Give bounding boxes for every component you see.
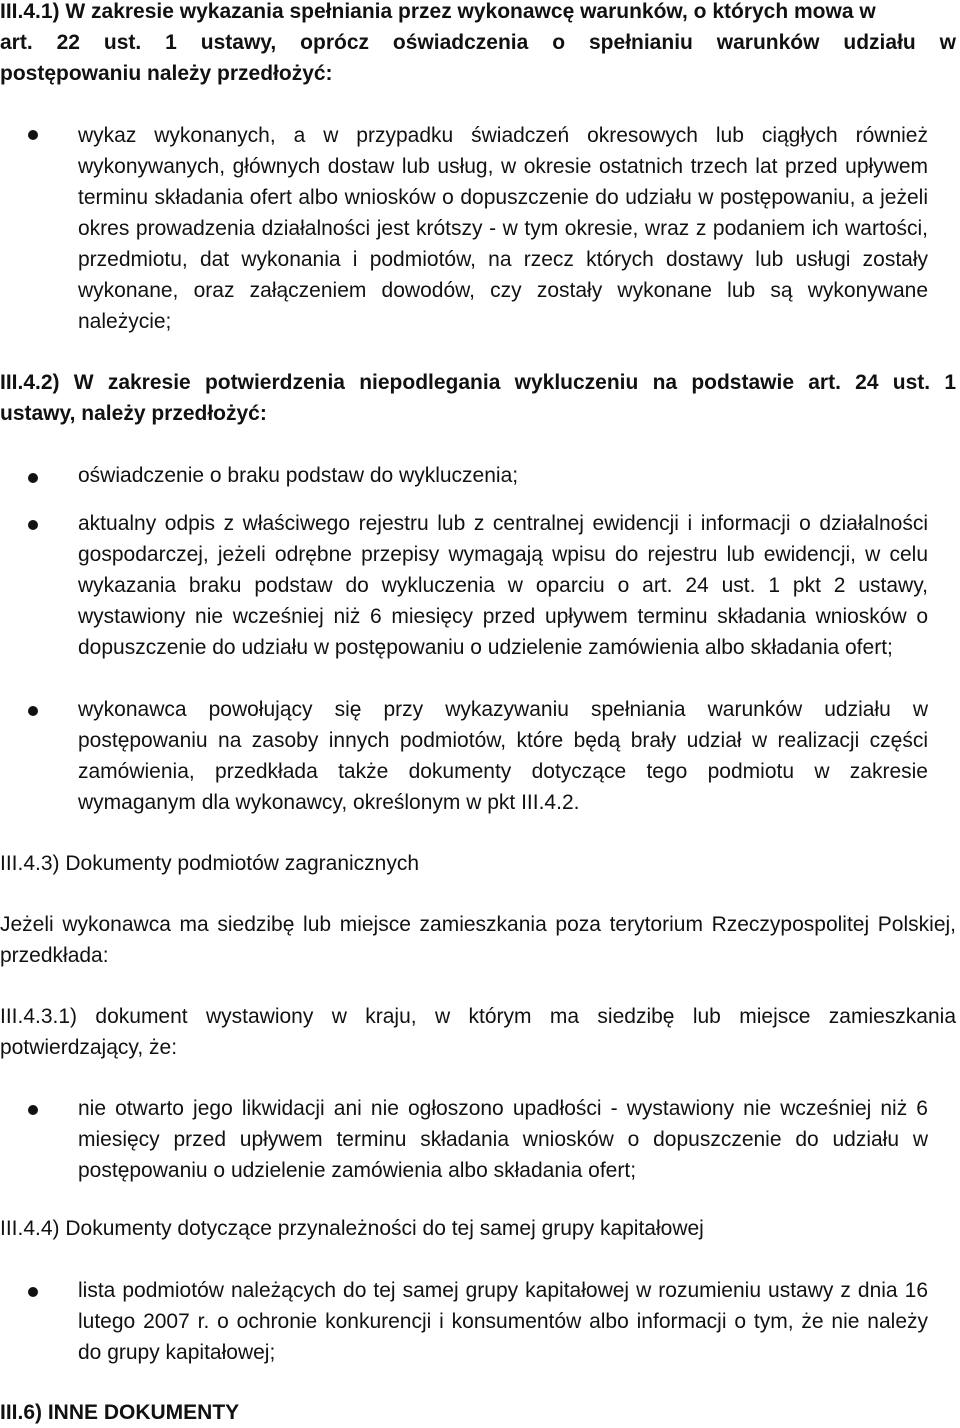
section-3-heading: III.4.3) Dokumenty podmiotów zagranicznych	[0, 852, 420, 875]
section-4-list-item: lista podmiotów należących do tej samej grupy kapitałowej w rozumieniu ustawy z dnia 16 lutego 2007 r. o ochronie konkurencji i konsumentów albo informacji o tym, że nie należy do grupy kapitałowej;	[78, 1279, 928, 1364]
bullet-icon	[28, 473, 38, 483]
bullet-icon	[28, 1287, 38, 1297]
section-2-list-item: oświadczenie o braku podstaw do wykluczenia;	[78, 464, 519, 487]
section-3-list-item: nie otwarto jego likwidacji ani nie ogłoszono upadłości - wystawiony nie wcześniej niż 6 miesięcy przed upływem terminu składania wniosków o dopuszczenie do udziału w postępowaniu o udzielenie zamówienia albo składania ofert;	[78, 1097, 928, 1182]
section-2-list-item: aktualny odpis z właściwego rejestru lub z centralnej ewidencji i informacji o działalności gospodarczej, jeżeli odrębne przepisy wymagają wpisu do rejestru lub ewidencji, w celu wykazania braku podstaw do wykluczenia w oparciu o art. 24 ust. 1 pkt 2 ustawy, wystawiony nie wcześniej niż 6 miesięcy przed upływem terminu składania wniosków o dopuszczenie do udziału w postępowaniu o udzielenie zamówienia albo składania ofert;	[78, 512, 928, 659]
section-6-heading: III.6) INNE DOKUMENTY	[0, 1401, 240, 1424]
bullet-icon	[28, 130, 38, 140]
section-1-heading-line-1: III.4.1) W zakresie wykazania spełniania przez wykonawcę warunków, o których mowa w	[0, 0, 876, 23]
section-1-list-item: wykaz wykonanych, a w przypadku świadczeń okresowych lub ciągłych również wykonywanych, głównych dostaw lub usług, w okresie ostatnich trzech lat przed upływem terminu składania ofert albo wniosków o dopuszczenie do udziału w postępowaniu, a jeżeli okres prowadzenia działalności jest krótszy - w tym okresie, wraz z podaniem ich wartości, przedmiotu, dat wykonania i podmiotów, na rzecz których dostawy lub usługi zostały wykonane, oraz załączeniem dowodów, czy zostały wykonane lub są wykonywane należycie;	[78, 124, 928, 333]
section-3-intro: Jeżeli wykonawca ma siedzibę lub miejsce zamieszkania poza terytorium Rzeczypospolitej Polskiej, przedkłada:	[0, 913, 956, 967]
section-3-sub-heading: III.4.3.1) dokument wystawiony w kraju, w którym ma siedzibę lub miejsce zamieszkania potwierdzający, że:	[0, 1005, 956, 1059]
section-1-heading-line-3: postępowaniu należy przedłożyć:	[0, 62, 333, 85]
bullet-icon	[28, 1105, 38, 1115]
section-2-list-item: wykonawca powołujący się przy wykazywaniu spełniania warunków udziału w postępowaniu na zasoby innych podmiotów, które będą brały udział w realizacji części zamówienia, przedkłada także dokumenty dotyczące tego podmiotu w zakresie wymaganym dla wykonawcy, określonym w pkt III.4.2.	[78, 698, 928, 814]
bullet-icon	[28, 706, 38, 716]
section-1-heading-line-2: art. 22 ust. 1 ustawy, oprócz oświadczenia o spełnianiu warunków udziału w	[0, 31, 956, 54]
section-4-heading: III.4.4) Dokumenty dotyczące przynależności do tej samej grupy kapitałowej	[0, 1217, 704, 1240]
section-2-heading-line-1: III.4.2) W zakresie potwierdzenia niepodlegania wykluczeniu na podstawie art. 24 ust. 1	[0, 371, 956, 394]
bullet-icon	[28, 520, 38, 530]
section-2-heading-line-2: ustawy, należy przedłożyć:	[0, 402, 267, 425]
